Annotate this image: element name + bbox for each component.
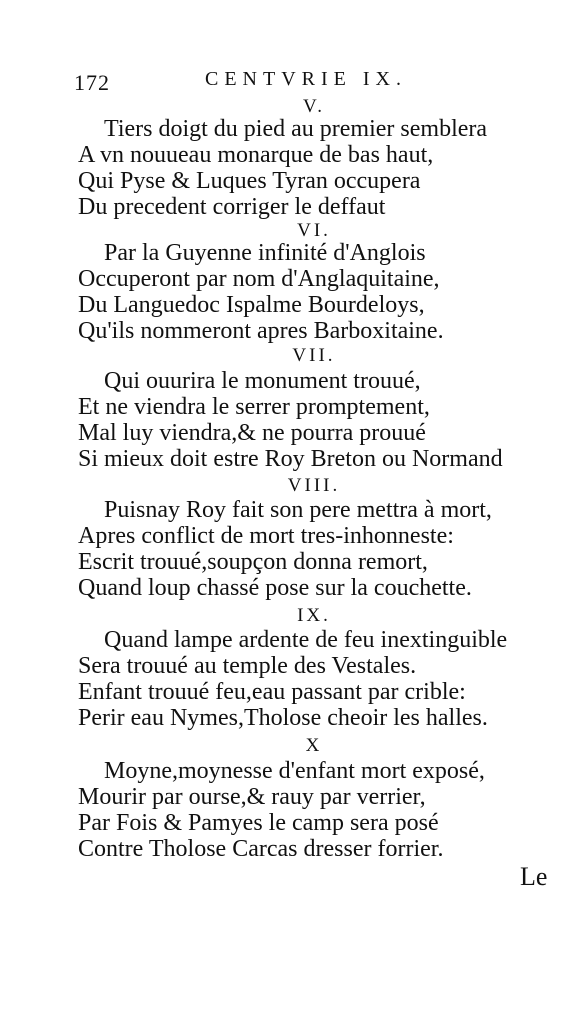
verse-line: A vn nouueau monarque de bas haut, [78,142,434,168]
verse-line: Moyne,moynesse d'enfant mort exposé, [104,758,485,784]
verse-line: Enfant trouué feu,eau passant par crible: [78,679,466,705]
quatrain-numeral: VII. [292,345,336,366]
verse-line: Qu'ils nommeront apres Barboxitaine. [78,318,444,344]
verse-line: Qui ouurira le monument trouué, [104,368,421,394]
quatrain-numeral: IX. [297,605,331,626]
verse-line: Mourir par ourse,& rauy par verrier, [78,784,426,810]
verse-line: Sera trouué au temple des Vestales. [78,653,417,679]
verse-line: Puisnay Roy fait son pere mettra à mort, [104,497,492,523]
running-title: CENTVRIE IX. [205,68,407,90]
verse-line: Contre Tholose Carcas dresser forrier. [78,836,444,862]
verse-line: Qui Pyse & Luques Tyran occupera [78,168,421,194]
quatrain-numeral: VI. [297,220,331,241]
verse-line: Du Languedoc Ispalme Bourdeloys, [78,292,425,318]
verse-line: Tiers doigt du pied au premier semblera [104,116,488,142]
verse-line: Quand loup chassé pose sur la couchette. [78,575,472,601]
verse-line: Occuperont par nom d'Anglaquitaine, [78,266,440,292]
verse-line: Si mieux doit estre Roy Breton ou Normand [78,446,503,472]
quatrain-numeral: X [305,735,323,756]
page-number: 172 [74,70,110,95]
verse-line: Escrit trouué,soupçon donna remort, [78,549,428,575]
verse-line: Du precedent corriger le deffaut [78,194,386,220]
verse-line: Par la Guyenne infinité d'Anglois [104,240,426,266]
verse-line: Mal luy viendra,& ne pourra prouué [78,420,426,446]
verse-line: Apres conflict de mort tres-inhonneste: [78,523,454,549]
verse-line: Par Fois & Pamyes le camp sera posé [78,810,439,836]
quatrain-numeral: VIII. [287,475,341,496]
verse-line: Et ne viendra le serrer promptement, [78,394,430,420]
verse-line: Perir eau Nymes,Tholose cheoir les halles. [78,705,488,731]
quatrain-numeral: V. [302,96,326,117]
catchword: Le [520,862,548,891]
verse-line: Quand lampe ardente de feu inextinguible [104,627,508,653]
